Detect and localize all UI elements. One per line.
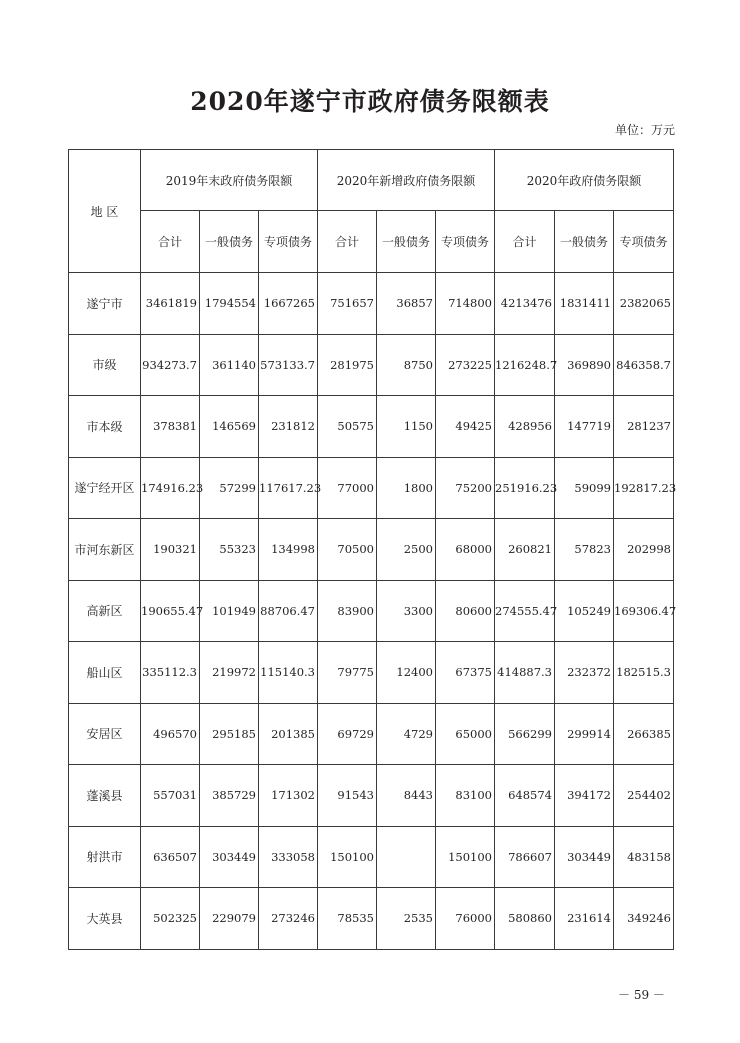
value-cell: 299914 — [555, 703, 614, 765]
value-cell: 934273.7 — [141, 334, 200, 396]
value-cell: 83100 — [436, 765, 495, 827]
table-row — [69, 888, 674, 950]
value-cell: 8443 — [377, 765, 436, 827]
value-cell: 483158 — [614, 826, 674, 888]
value-cell: 115140.3 — [259, 642, 318, 704]
value-cell: 67375 — [436, 642, 495, 704]
value-cell: 751657 — [318, 273, 377, 335]
value-cell: 68000 — [436, 519, 495, 581]
value-cell: 55323 — [200, 519, 259, 581]
value-cell: 333058 — [259, 826, 318, 888]
value-cell — [377, 826, 436, 888]
value-cell: 1216248.7 — [495, 334, 555, 396]
value-cell: 57299 — [200, 457, 259, 519]
table-row — [69, 703, 674, 765]
value-cell: 1831411 — [555, 273, 614, 335]
region-column-header: 地 区 — [69, 150, 141, 273]
value-cell: 303449 — [200, 826, 259, 888]
group-header: 2020年新增政府债务限额 — [318, 150, 495, 211]
value-cell: 1150 — [377, 396, 436, 458]
value-cell: 303449 — [555, 826, 614, 888]
table-row — [69, 396, 674, 458]
value-cell: 59099 — [555, 457, 614, 519]
region-name-cell: 大英县 — [69, 888, 141, 950]
value-cell: 4213476 — [495, 273, 555, 335]
value-cell: 566299 — [495, 703, 555, 765]
table-row — [69, 826, 674, 888]
value-cell: 369890 — [555, 334, 614, 396]
value-cell: 147719 — [555, 396, 614, 458]
region-name-cell: 船山区 — [69, 642, 141, 704]
value-cell: 79775 — [318, 642, 377, 704]
value-cell: 192817.23 — [614, 457, 674, 519]
region-name-cell: 遂宁经开区 — [69, 457, 141, 519]
value-cell: 101949 — [200, 580, 259, 642]
value-cell: 50575 — [318, 396, 377, 458]
value-cell: 714800 — [436, 273, 495, 335]
value-cell: 1794554 — [200, 273, 259, 335]
value-cell: 266385 — [614, 703, 674, 765]
value-cell: 91543 — [318, 765, 377, 827]
region-name-cell: 高新区 — [69, 580, 141, 642]
value-cell: 254402 — [614, 765, 674, 827]
value-cell: 1667265 — [259, 273, 318, 335]
value-cell: 648574 — [495, 765, 555, 827]
value-cell: 134998 — [259, 519, 318, 581]
value-cell: 378381 — [141, 396, 200, 458]
value-cell: 78535 — [318, 888, 377, 950]
value-cell: 117617.23 — [259, 457, 318, 519]
value-cell: 65000 — [436, 703, 495, 765]
value-cell: 12400 — [377, 642, 436, 704]
value-cell: 174916.23 — [141, 457, 200, 519]
region-name-cell: 市级 — [69, 334, 141, 396]
value-cell: 295185 — [200, 703, 259, 765]
value-cell: 394172 — [555, 765, 614, 827]
region-name-cell: 遂宁市 — [69, 273, 141, 335]
value-cell: 190655.47 — [141, 580, 200, 642]
region-name-cell: 射洪市 — [69, 826, 141, 888]
unit-label: 单位：万元 — [614, 123, 675, 137]
value-cell: 201385 — [259, 703, 318, 765]
column-header: 专项债务 — [259, 211, 318, 273]
value-cell: 8750 — [377, 334, 436, 396]
column-header: 专项债务 — [614, 211, 674, 273]
value-cell: 1800 — [377, 457, 436, 519]
value-cell: 219972 — [200, 642, 259, 704]
region-name-cell: 安居区 — [69, 703, 141, 765]
value-cell: 76000 — [436, 888, 495, 950]
table-row — [69, 642, 674, 704]
value-cell: 182515.3 — [614, 642, 674, 704]
table-row — [69, 765, 674, 827]
value-cell: 273246 — [259, 888, 318, 950]
value-cell: 88706.47 — [259, 580, 318, 642]
value-cell: 846358.7 — [614, 334, 674, 396]
value-cell: 150100 — [436, 826, 495, 888]
value-cell: 146569 — [200, 396, 259, 458]
value-cell: 169306.47 — [614, 580, 674, 642]
value-cell: 83900 — [318, 580, 377, 642]
value-cell: 80600 — [436, 580, 495, 642]
value-cell: 496570 — [141, 703, 200, 765]
value-cell: 202998 — [614, 519, 674, 581]
value-cell: 2382065 — [614, 273, 674, 335]
value-cell: 273225 — [436, 334, 495, 396]
value-cell: 2535 — [377, 888, 436, 950]
region-name-cell: 蓬溪县 — [69, 765, 141, 827]
value-cell: 69729 — [318, 703, 377, 765]
value-cell: 49425 — [436, 396, 495, 458]
region-name-cell: 市本级 — [69, 396, 141, 458]
table-row — [69, 580, 674, 642]
debt-limit-table — [68, 149, 677, 950]
column-header: 一般债务 — [555, 211, 614, 273]
value-cell: 70500 — [318, 519, 377, 581]
value-cell: 77000 — [318, 457, 377, 519]
value-cell: 3461819 — [141, 273, 200, 335]
column-header: 专项债务 — [436, 211, 495, 273]
column-header: 一般债务 — [200, 211, 259, 273]
value-cell: 636507 — [141, 826, 200, 888]
value-cell: 75200 — [436, 457, 495, 519]
value-cell: 4729 — [377, 703, 436, 765]
column-header: 合计 — [141, 211, 200, 273]
value-cell: 105249 — [555, 580, 614, 642]
value-cell: 36857 — [377, 273, 436, 335]
value-cell: 502325 — [141, 888, 200, 950]
value-cell: 3300 — [377, 580, 436, 642]
table-row — [69, 457, 674, 519]
value-cell: 2500 — [377, 519, 436, 581]
value-cell: 57823 — [555, 519, 614, 581]
value-cell: 349246 — [614, 888, 674, 950]
value-cell: 274555.47 — [495, 580, 555, 642]
group-header: 2020年政府债务限额 — [495, 150, 674, 211]
table-row — [69, 273, 674, 335]
region-name-cell: 市河东新区 — [69, 519, 141, 581]
value-cell: 232372 — [555, 642, 614, 704]
value-cell: 171302 — [259, 765, 318, 827]
value-cell: 385729 — [200, 765, 259, 827]
value-cell: 428956 — [495, 396, 555, 458]
value-cell: 231614 — [555, 888, 614, 950]
value-cell: 281237 — [614, 396, 674, 458]
value-cell: 231812 — [259, 396, 318, 458]
value-cell: 361140 — [200, 334, 259, 396]
value-cell: 229079 — [200, 888, 259, 950]
value-cell: 150100 — [318, 826, 377, 888]
value-cell: 573133.7 — [259, 334, 318, 396]
value-cell: 335112.3 — [141, 642, 200, 704]
table-row — [69, 519, 674, 581]
value-cell: 260821 — [495, 519, 555, 581]
value-cell: 190321 — [141, 519, 200, 581]
page-title: 2020年遂宁市政府债务限额表 — [190, 87, 550, 116]
value-cell: 786607 — [495, 826, 555, 888]
column-header: 合计 — [495, 211, 555, 273]
column-header: 一般债务 — [377, 211, 436, 273]
page-number: － 59 － — [618, 988, 665, 1002]
value-cell: 414887.3 — [495, 642, 555, 704]
value-cell: 281975 — [318, 334, 377, 396]
group-header: 2019年末政府债务限额 — [141, 150, 318, 211]
value-cell: 580860 — [495, 888, 555, 950]
column-header: 合计 — [318, 211, 377, 273]
value-cell: 251916.23 — [495, 457, 555, 519]
value-cell: 557031 — [141, 765, 200, 827]
table-row — [69, 334, 674, 396]
